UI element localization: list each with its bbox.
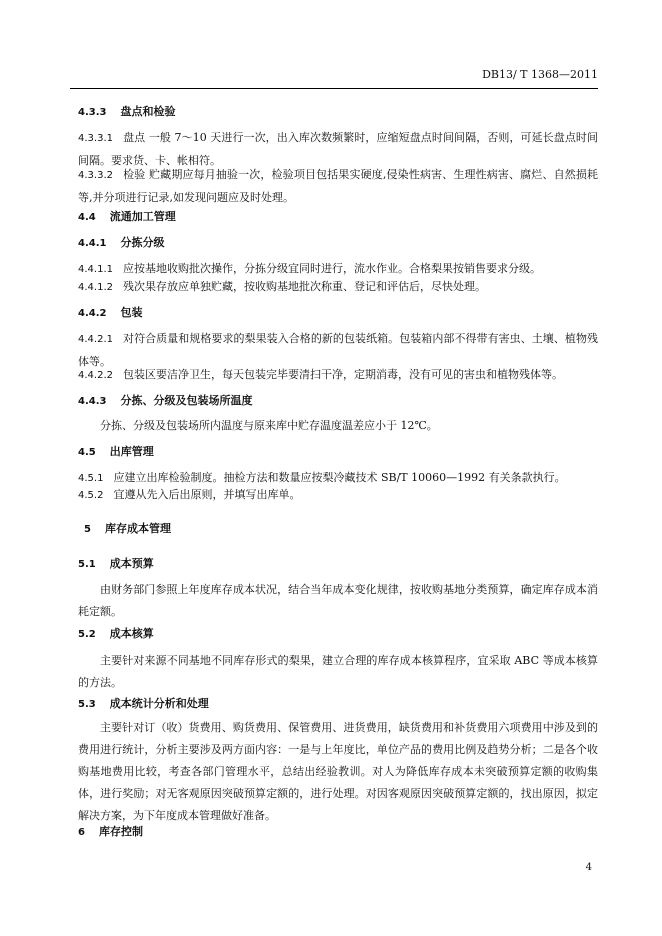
- section-number: 4.5: [78, 447, 96, 458]
- clause-text: 应按基地收购批次操作，分拣分级宜同时进行，流水作业。合格梨果按销售要求分级。: [123, 262, 541, 275]
- heading-4-5: [78, 441, 598, 464]
- heading-4-4-3: [78, 390, 598, 413]
- section-number: 4.4.3: [78, 396, 107, 407]
- clause-text: 宜遵从先入后出原则，并填写出库单。: [113, 488, 301, 501]
- clause-number: 4.5.1: [78, 473, 104, 484]
- clause-number: 4.3.3.1: [78, 133, 113, 144]
- heading-5-2: [78, 623, 598, 646]
- para-5-2: [78, 650, 598, 694]
- clause-number: 4.4.2.1: [78, 334, 113, 345]
- para-4-4-1-2: [78, 276, 598, 299]
- heading-4-3-3: [78, 101, 598, 124]
- section-number: 5: [84, 524, 91, 535]
- heading-4-4-2: [78, 302, 598, 325]
- section-number: 4.3.3: [78, 107, 107, 118]
- section-number: 4.4.1: [78, 238, 107, 249]
- clause-text: 检验 贮藏期应每月抽验一次，检验项目包括果实硬度,侵染性病害、生理性病害、腐烂、自然损耗等,并分项进行记录,如发现问题应及时处理。: [78, 168, 598, 204]
- section-number: 4.4.2: [78, 308, 107, 319]
- paragraph-text: 由财务部门参照上年度库存成本状况，结合当年成本变化规律，按收购基地分类预算，确定库存成本消耗定额。: [78, 583, 598, 618]
- heading-4-4: [78, 206, 598, 229]
- section-number: 6: [78, 827, 85, 838]
- heading-5: [84, 518, 604, 541]
- para-4-4-3: [78, 415, 598, 437]
- para-5-3: [78, 717, 598, 827]
- heading-6: [78, 821, 598, 844]
- section-title: 成本预算: [109, 557, 154, 570]
- clause-text: 包装区要洁净卫生，每天包装完毕要清扫干净，定期消毒，没有可见的害虫和植物残体等。: [123, 368, 563, 381]
- para-5-1: [78, 579, 598, 623]
- paragraph-text: 分拣、分级及包装场所内温度与原来库中贮存温度温差应小于 12℃。: [100, 419, 438, 432]
- section-title: 成本核算: [109, 627, 154, 640]
- clause-text: 应建立出库检验制度。抽检方法和数量应按梨冷藏技术 SB/T 10060—1992 有关条款执行。: [113, 471, 566, 484]
- clause-number: 4.5.2: [78, 490, 104, 501]
- clause-number: 4.3.3.2: [78, 170, 113, 181]
- heading-5-1: [78, 553, 598, 576]
- section-number: 5.3: [78, 699, 96, 710]
- section-title: 成本统计分析和处理: [109, 697, 209, 710]
- section-title: 库存成本管理: [104, 522, 171, 535]
- heading-5-3: [78, 693, 598, 716]
- section-title: 盘点和检验: [120, 105, 176, 118]
- section-title: 出库管理: [109, 445, 154, 458]
- clause-text: 盘点 一般 7～10 天进行一次，出入库次数频繁时，应缩短盘点时间间隔，否则，可延长盘点时间间隔。要求货、卡、帐相符。: [78, 131, 598, 167]
- heading-4-4-1: [78, 232, 598, 255]
- section-number: 4.4: [78, 212, 96, 223]
- clause-number: 4.4.1.2: [78, 282, 113, 293]
- clause-text: 残次果存放应单独贮藏，按收购基地批次称重、登记和评估后，尽快处理。: [123, 280, 486, 293]
- section-title: 分拣分级: [120, 236, 165, 249]
- paragraph-text: 主要针对来源不同基地不同库存形式的梨果，建立合理的库存成本核算程序，宜采取 ABC 等成本核算的方法。: [78, 654, 598, 689]
- section-title: 库存控制: [98, 825, 143, 838]
- page-number: 4: [585, 862, 592, 873]
- clause-text: 对符合质量和规格要求的梨果装入合格的新的包装纸箱。包装箱内部不得带有害虫、土壤、植物残体等。: [78, 332, 598, 368]
- clause-number: 4.4.2.2: [78, 370, 113, 381]
- clause-number: 4.4.1.1: [78, 264, 113, 275]
- section-title: 包装: [120, 306, 143, 319]
- section-title: 流通加工管理: [109, 210, 176, 223]
- paragraph-text: 主要针对订（收）货费用、购货费用、保管费用、进货费用，缺货费用和补货费用六项费用中涉及到的费用进行统计，分析主要涉及两方面内容：一是与上年度比，单位产品的费用比例及趋势分析；二是各个收购基地费用比较，考查各部门管理水平，总结出经验教训。对人为降低库存成本未突破预算定额的收购集体，进行奖励；对无客观原因突破预算定额的，进行处理。对因客观原因突破预算定额的，找出原因，拟定解决方案，为下年度成本管理做好准备。: [78, 721, 598, 822]
- header-doc-code: DB13/ T 1368—2011: [482, 68, 598, 81]
- para-4-3-3-2: [78, 164, 598, 209]
- para-4-4-2-2: [78, 364, 598, 387]
- section-title: 分拣、分级及包装场所温度: [120, 394, 253, 407]
- para-4-5-2: [78, 484, 598, 507]
- section-number: 5.1: [78, 559, 96, 570]
- section-number: 5.2: [78, 629, 96, 640]
- header-rule: [70, 88, 598, 89]
